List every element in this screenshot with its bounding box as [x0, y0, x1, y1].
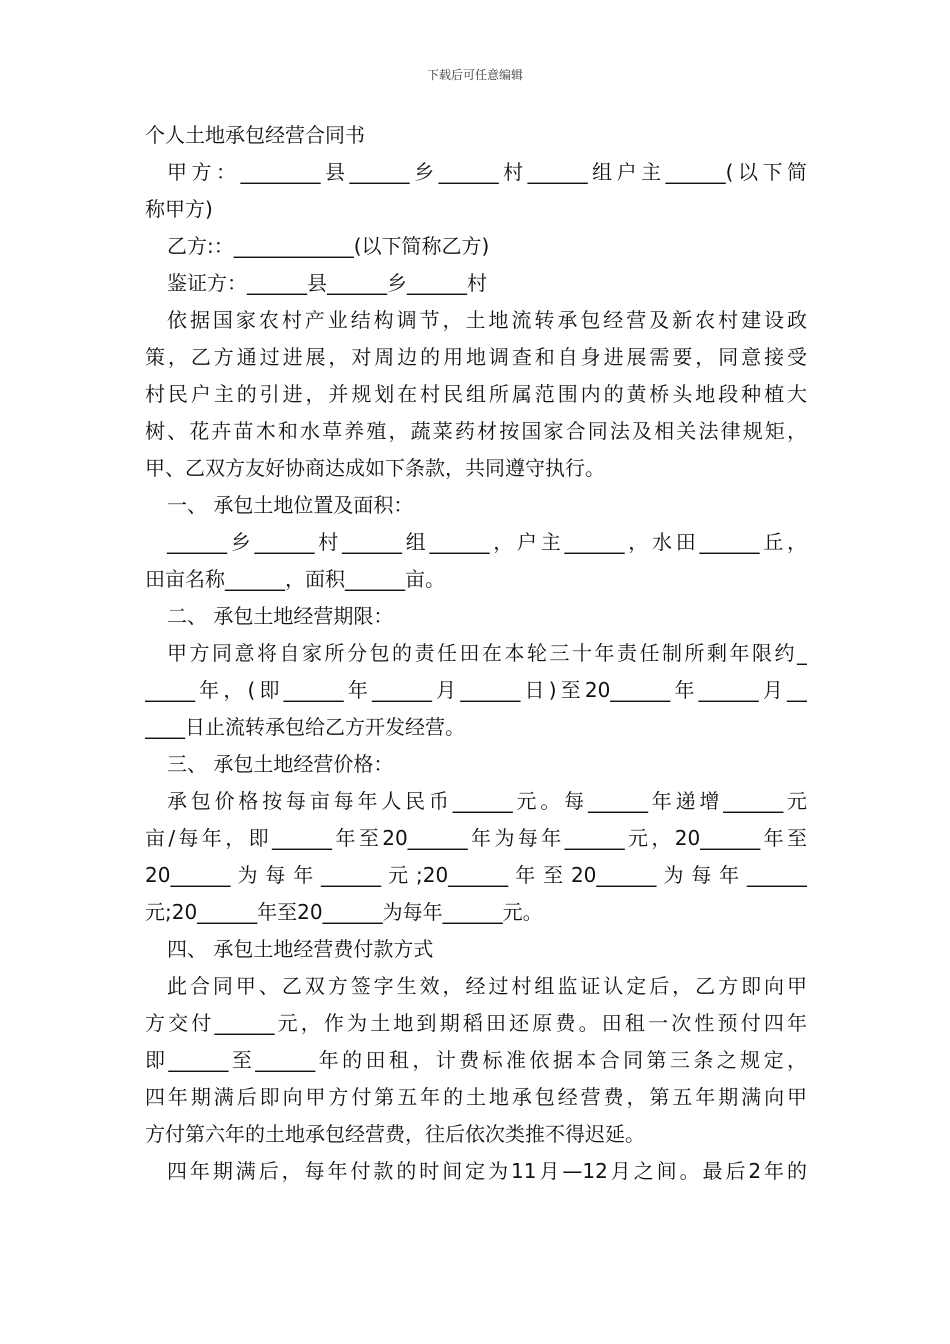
document-line: 甲、乙双方友好协商达成如下条款，共同遵守执行。	[145, 456, 605, 480]
document-line: 四年期满后，每年付款的时间定为11月—12月之间。最后2年的	[167, 1159, 807, 1183]
document-line: 四、 承包土地经营费付款方式	[167, 937, 434, 961]
document-line: _____年，(即______年______月______日)至20______年______月__	[145, 678, 807, 702]
document-line: 村民户主的引进，并规划在村民组所属范围内的黄桥头地段种植大	[145, 382, 807, 406]
document-line: 方交付______元，作为土地到期稻田还原费。田租一次性预付四年	[145, 1011, 807, 1035]
document-line: 亩/每年，即______年至20______年为每年______元，20______年至	[145, 826, 807, 850]
document-line: ______乡______村______组______，户主______，水田______丘，	[167, 530, 807, 554]
document-line: 四年期满后即向甲方付第五年的土地承包经营费，第五年期满向甲	[145, 1085, 807, 1109]
document-line: 依据国家农村产业结构调节，土地流转承包经营及新农村建设政	[167, 308, 807, 332]
document-line: 20______ 为 每 年 ______ 元 ;20______ 年 至 20______ 为 每 年 ______	[145, 863, 807, 887]
document-line: 二、 承包土地经营期限：	[167, 604, 394, 628]
document-line: 此合同甲、乙双方签字生效，经过村组监证认定后，乙方即向甲	[167, 974, 807, 998]
document-line: 乙方:：____________(以下简称乙方)	[167, 234, 490, 258]
document-title: 个人土地承包经营合同书	[145, 123, 365, 147]
page-header: 下载后可任意编辑	[426, 68, 523, 82]
document-line: 一、 承包土地位置及面积：	[167, 493, 414, 517]
document-line: 三、 承包土地经营价格：	[167, 752, 394, 776]
document-line: 元;20______年至20______为每年______元。	[145, 900, 543, 924]
document-line: 称甲方)	[145, 197, 213, 221]
document-line: 鉴证方：______县______乡______村	[167, 271, 487, 295]
document-line: 田亩名称______，面积______亩。	[145, 567, 445, 591]
document-line: 树、花卉苗木和水草养殖，蔬菜药材按国家合同法及相关法律规矩，	[145, 419, 807, 443]
document-line: 承包价格按每亩每年人民币______元。每______年递增______元	[167, 789, 807, 813]
document-line: 甲方同意将自家所分包的责任田在本轮三十年责任制所剩年限约_	[167, 641, 807, 665]
document-line: 方付第六年的土地承包经营费，往后依次类推不得迟延。	[145, 1122, 645, 1146]
document-line: 甲方：________县______乡______村______组户主______(以下简	[167, 160, 807, 184]
document-line: 策，乙方通过进展，对周边的用地调查和自身进展需要，同意接受	[145, 345, 807, 369]
document-line: 即______至______年的田租，计费标准依据本合同第三条之规定，	[145, 1048, 807, 1072]
document-line: ____日止流转承包给乙方开发经营。	[145, 715, 465, 739]
document-body	[145, 117, 807, 1190]
